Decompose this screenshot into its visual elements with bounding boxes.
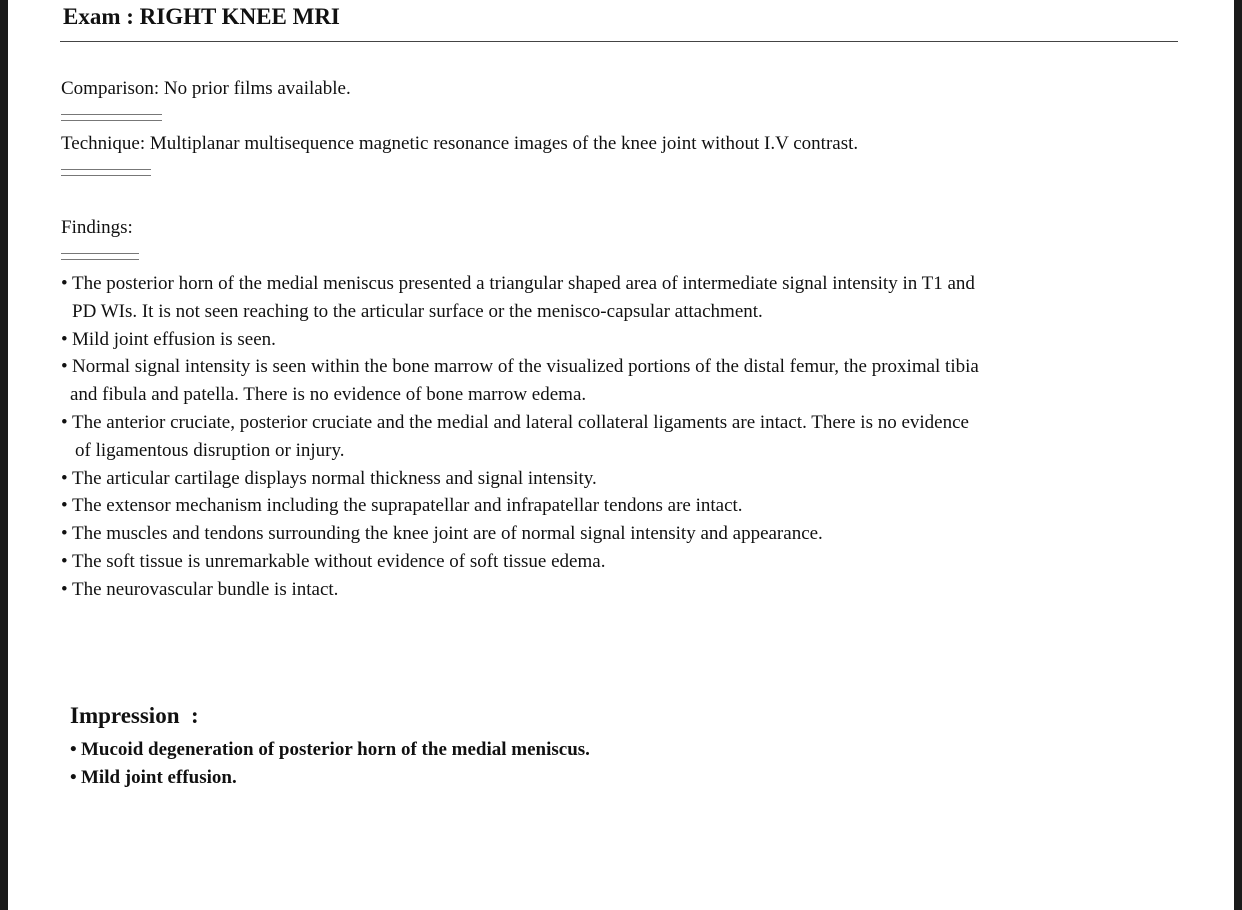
finding-item bbox=[61, 548, 979, 576]
technique-text: Technique: Multiplanar multisequence magnetic resonance images of the knee joint without I.V contrast. bbox=[61, 133, 859, 154]
finding-text: • The posterior horn of the medial meniscus presented a triangular shaped area of intermediate signal intensity in T1 and bbox=[72, 273, 975, 294]
finding-text: • The neurovascular bundle is intact. bbox=[72, 578, 339, 600]
finding-text-continued: and fibula and patella. There is no evidence of bone marrow edema. bbox=[70, 384, 587, 406]
exam-title: Exam : RIGHT KNEE MRI bbox=[63, 4, 340, 29]
title-divider bbox=[60, 41, 1178, 42]
finding-text: • The extensor mechanism including the suprapatellar and infrapatellar tendons are intact. bbox=[72, 495, 743, 517]
finding-text: • The anterior cruciate, posterior cruciate and the medial and lateral collateral ligaments are intact. There is no evidence bbox=[72, 411, 969, 433]
technique-separator bbox=[61, 169, 151, 176]
finding-text-continued: of ligamentous disruption or injury. bbox=[75, 439, 345, 461]
finding-item bbox=[61, 270, 979, 326]
impression-item: • Mild joint effusion. bbox=[70, 764, 590, 792]
findings-separator bbox=[61, 253, 139, 260]
finding-text: • Normal signal intensity is seen within the bone marrow of the visualized portions of the distal femur, the proximal tibia bbox=[72, 356, 979, 378]
impression-item: • Mucoid degeneration of posterior horn of the medial meniscus. bbox=[70, 736, 590, 764]
impression-heading: Impression : bbox=[70, 703, 199, 728]
finding-text: • The soft tissue is unremarkable without evidence of soft tissue edema. bbox=[72, 550, 606, 572]
findings-list bbox=[61, 270, 979, 604]
comparison-separator bbox=[61, 114, 162, 121]
finding-text: • Mild joint effusion is seen. bbox=[72, 328, 276, 350]
finding-text: • The muscles and tendons surrounding the knee joint are of normal signal intensity and appearance. bbox=[72, 523, 823, 545]
findings-heading: Findings: bbox=[61, 217, 133, 238]
impression-list bbox=[70, 736, 590, 792]
finding-item bbox=[61, 576, 979, 604]
finding-item bbox=[61, 492, 979, 520]
comparison-text: Comparison: No prior films available. bbox=[61, 78, 351, 99]
finding-item bbox=[61, 353, 979, 409]
finding-text: • The articular cartilage displays normal thickness and signal intensity. bbox=[72, 467, 597, 489]
finding-item bbox=[61, 326, 979, 354]
finding-item bbox=[61, 409, 979, 465]
finding-item bbox=[61, 465, 979, 493]
report-page bbox=[8, 0, 1234, 910]
finding-item bbox=[61, 520, 979, 548]
finding-text-continued: PD WIs. It is not seen reaching to the articular surface or the menisco-capsular attachment. bbox=[72, 300, 763, 322]
